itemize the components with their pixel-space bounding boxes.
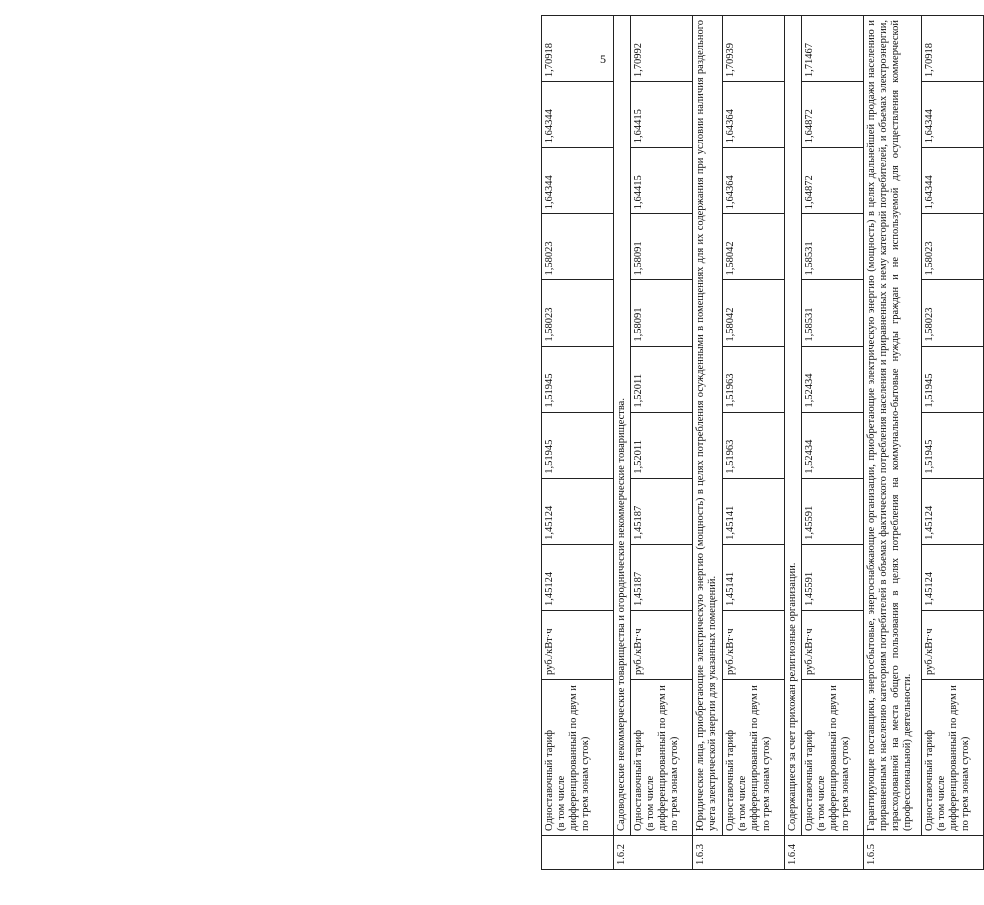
tariff-name-cell [631,680,693,836]
value-cell: 1,64872 [802,82,864,148]
table-row [631,16,693,870]
section-title: Юридические лица, приобретающие электрическую энергию (мощность) в целях потребления осужденными в помещениях для их содержания при условии наличия раздельного учета электрической энергии для указанных помещений. [693,16,723,836]
tariff-label-line: дифференцированный по двум и [948,685,960,831]
tariff-label-line: по трем зонам суток) [669,736,681,831]
tariff-name-cell [723,680,785,836]
value-cell: 1,64344 [922,82,984,148]
value-cell: 1,52011 [631,412,693,478]
value-cell: 1,45141 [723,478,785,544]
tariff-label-line: по трем зонам суток) [960,736,972,831]
row-number-cell: 1.6.3 [693,836,785,870]
tariff-label-line: Одноставочный тариф [633,729,645,831]
section-title: Гарантирующие поставщики, энергосбытовые, энергоснабжающие организации, приобретающие электрическую энергию (мощность) в целях дальнейшей продажи населению и приравненным к населению категориям потребителей в объемах фактического потребления населения и приравненных к нему категорий потребителей, и объемах электроэнергии, израсходованной на места общего пользования в целях потребления на коммунально-бытовые нужды граждан и не используемой для осуществления коммерческой (профессиональной) деятельности. [864,16,922,836]
tariff-label-line: (в том числе [816,775,828,831]
value-cell: 1,51963 [723,346,785,412]
value-cell: 1,58042 [723,280,785,346]
value-cell: 1,45124 [922,478,984,544]
table-row [802,16,864,870]
table-row [785,16,802,870]
value-cell: 1,58091 [631,280,693,346]
value-cell: 1,45591 [802,544,864,610]
value-cell: 1,64872 [802,148,864,214]
value-cell: 1,64415 [631,82,693,148]
value-cell: 1,58531 [802,214,864,280]
section-title: Содержащиеся за счет прихожан религиозные организации. [785,16,802,836]
value-cell: 1,45141 [723,544,785,610]
value-cell: 1,45187 [631,478,693,544]
tariff-label-line: (в том числе [645,775,657,831]
tariff-label-line: дифференцированный по двум и [657,685,669,831]
value-cell: 1,71467 [802,16,864,82]
page-number: 5 [600,52,606,66]
value-cell: 1,51945 [922,412,984,478]
value-cell: 1,45591 [802,478,864,544]
tariff-name-cell [922,680,984,836]
value-cell: 1,64344 [922,148,984,214]
table-row [723,16,785,870]
tariff-label-line: дифференцированный по двум и [749,685,761,831]
value-cell: 1,70939 [723,16,785,82]
tariff-label-line: по трем зонам суток) [761,736,773,831]
value-cell: 1,58023 [922,280,984,346]
tariff-label-line: дифференцированный по двум и [828,685,840,831]
value-cell: 1,52434 [802,412,864,478]
value-cell: 1,52011 [631,346,693,412]
row-number-cell: 1.6.5 [864,836,984,870]
value-cell: 1,64364 [723,82,785,148]
value-cell: 1,70992 [631,16,693,82]
table-row [614,16,631,870]
value-cell: 1,58023 [922,214,984,280]
value-cell: 1,58042 [723,214,785,280]
unit-cell: руб./кВт·ч [922,611,984,680]
table-row [693,16,723,870]
value-cell: 1,64344 [542,82,614,148]
value-cell: 1,45187 [631,544,693,610]
value-cell: 1,51945 [922,346,984,412]
unit-cell: руб./кВт·ч [723,611,785,680]
tariff-name-cell [802,680,864,836]
tariff-label-line: по трем зонам суток) [840,736,852,831]
rotated-page-content [541,15,972,870]
row-number-cell: 1.6.2 [614,836,693,870]
tariff-label-line: (в том числе [737,775,749,831]
row-number-cell: 1.6.4 [785,836,864,870]
tariff-label-line: по трем зонам суток) [580,736,592,831]
value-cell: 1,51963 [723,412,785,478]
tariff-label-line: Одноставочный тариф [804,729,816,831]
table-row [542,16,614,870]
value-cell: 1,58023 [542,214,614,280]
table-row [922,16,984,870]
value-cell: 1,51945 [542,412,614,478]
unit-cell: руб./кВт·ч [802,611,864,680]
value-cell: 1,70918 [922,16,984,82]
tariff-label-line: Одноставочный тариф [725,729,737,831]
value-cell: 1,58091 [631,214,693,280]
tariff-label-line: (в том числе [556,775,568,831]
tariff-label-line: Одноставочный тариф [924,729,936,831]
unit-cell: руб./кВт·ч [542,611,614,680]
value-cell: 1,58023 [542,280,614,346]
value-cell: 1,52434 [802,346,864,412]
value-cell: 1,45124 [922,544,984,610]
row-number-cell [542,836,614,870]
value-cell: 1,64364 [723,148,785,214]
value-cell: 1,64344 [542,148,614,214]
value-cell: 1,70918 [542,16,614,82]
value-cell: 1,51945 [542,346,614,412]
tariff-name-cell [542,680,614,836]
tariff-label-line: Одноставочный тариф [544,729,555,831]
tariff-label-line: дифференцированный по двум и [568,685,580,831]
table-row [864,16,922,870]
unit-cell: руб./кВт·ч [631,611,693,680]
value-cell: 1,58531 [802,280,864,346]
tariff-label-line: (в том числе [936,775,948,831]
section-title: Садоводческие некоммерческие товарищества и огороднические некоммерческие товарищества. [614,16,631,836]
tariff-table [541,15,984,870]
value-cell: 1,45124 [542,544,614,610]
value-cell: 1,45124 [542,478,614,544]
value-cell: 1,64415 [631,148,693,214]
